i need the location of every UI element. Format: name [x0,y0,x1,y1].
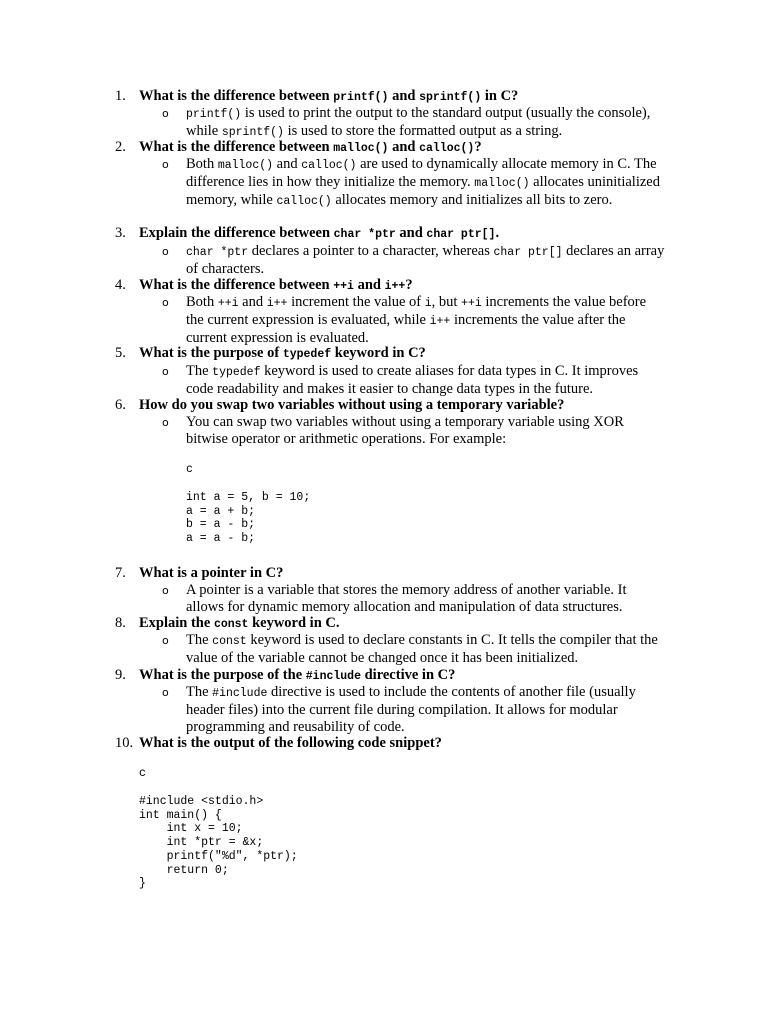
bullet-icon: o [162,245,169,258]
bullet-icon: o [162,365,169,378]
question-8: 8. Explain the const keyword in C. [115,615,340,631]
question-3: 3. Explain the difference between char *ptr and char ptr[]. [115,225,500,241]
answer-9: o The #include directive is used to include the contents of another file (usually header files) into the current file during compilation. It allows for modular programming and reusability of code. [162,684,636,735]
answer-5: o The typedef keyword is used to create aliases for data types in C. It improves code readability and makes it easier to change data types in the future. [162,363,639,397]
answer-7: o A pointer is a variable that stores the memory address of another variable. It allows for dynamic memory allocation and manipulation of data structures. [162,582,627,615]
bullet-icon: o [162,107,169,120]
answer-1: o printf() is used to print the output to the standard output (usually the console), while sprintf() is used to store the formatted output as a string. [162,105,651,139]
snippet-code-block: #include <stdio.h> int main() { int x = 10; int *ptr = &x; printf("%d", *ptr); return 0; } [139,795,298,891]
answer-4: o Both ++i and i++ increment the value of i, but ++i increments the value before the current expression is evaluated, while i++ increments the value after the current expression is evaluated. [162,294,647,346]
answer-8: o The const keyword is used to declare constants in C. It tells the compiler that the value of the variable cannot be changed once it has been initialized. [162,632,658,666]
bullet-icon: o [162,686,169,699]
question-9: 9. What is the purpose of the #include directive in C? [115,667,456,683]
answer-3: o char *ptr declares a pointer to a character, whereas char ptr[] declares an array of characters. [162,243,665,277]
question-1: 1. What is the difference between printf() and sprintf() in C? [115,88,519,104]
code-lang-label: c [186,463,193,476]
answer-6: o You can swap two variables without using a temporary variable using XOR bitwise operator or arithmetic operations. For example: [162,414,624,447]
bullet-icon: o [162,296,169,309]
bullet-icon: o [162,634,169,647]
question-6: 6. How do you swap two variables without using a temporary variable? [115,397,565,413]
question-2: 2. What is the difference between malloc() and calloc()? [115,139,482,155]
question-4: 4. What is the difference between ++i and i++? [115,277,413,293]
swap-code-block: int a = 5, b = 10; a = a + b; b = a - b; a = a - b; [186,491,311,546]
bullet-icon: o [162,416,169,429]
question-10: 10. What is the output of the following code snippet? [115,735,442,751]
answer-2: o Both malloc() and calloc() are used to dynamically allocate memory in C. The difference lies in how they initialize the memory. malloc() allocates uninitialized memory, while calloc() allocates memory and initializes all bits to zero. [162,156,660,208]
question-5: 5. What is the purpose of typedef keyword in C? [115,345,426,361]
question-7: 7. What is a pointer in C? [115,565,284,581]
code-lang-label: c [139,767,146,780]
bullet-icon: o [162,584,169,597]
bullet-icon: o [162,158,169,171]
